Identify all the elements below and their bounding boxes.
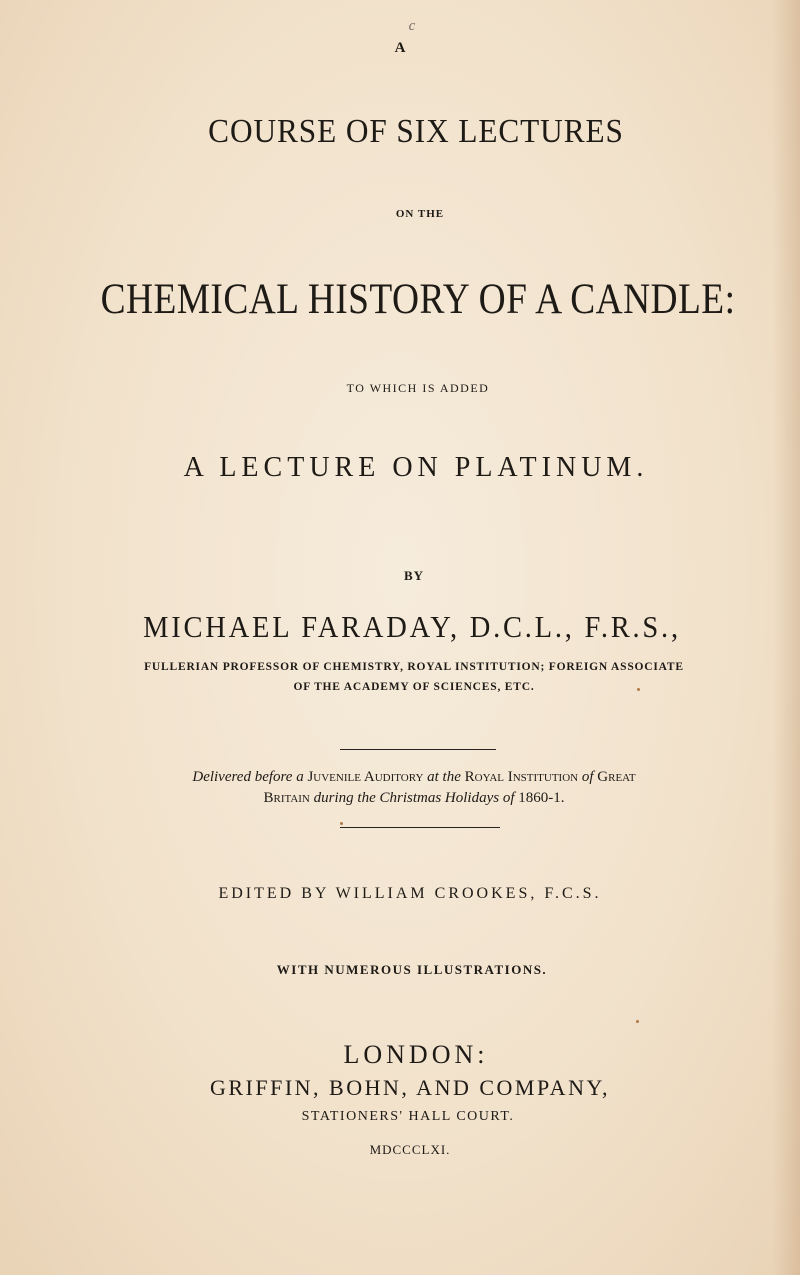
paper-speck <box>636 1020 639 1023</box>
by-text: BY <box>403 568 425 583</box>
of-word: of <box>581 769 594 785</box>
royal-institution: Royal Institution <box>464 769 579 785</box>
pencil-mark: c <box>408 18 416 34</box>
delivered-line-1 <box>14 769 800 786</box>
publisher-city: LONDON: <box>343 1040 489 1069</box>
course-heading: COURSE OF SIX LECTURES <box>208 113 624 150</box>
divider-top <box>340 749 496 750</box>
illustrations-note: WITH NUMEROUS ILLUSTRATIONS. <box>276 962 548 977</box>
main-title: CHEMICAL HISTORY OF A CANDLE: <box>100 276 736 323</box>
divider-bottom <box>340 827 500 828</box>
great-word: Great <box>597 769 636 785</box>
lecture-years: 1860-1. <box>518 790 565 806</box>
paper-speck <box>637 688 640 691</box>
publication-year: MDCCCLXI. <box>369 1142 451 1157</box>
publisher-name: GRIFFIN, BOHN, AND COMPANY, <box>209 1075 611 1100</box>
christmas-holidays: during the Christmas Holidays of <box>313 790 515 806</box>
author-affiliation-line-1: FULLERIAN PROFESSOR OF CHEMISTRY, ROYAL INSTITUTION; FOREIGN ASSOCIATE <box>144 661 684 673</box>
delivered-before: Delivered before a <box>192 769 304 785</box>
on-the-text: ON THE <box>395 208 445 220</box>
platinum-title: A LECTURE ON PLATINUM. <box>183 452 649 483</box>
author-name: MICHAEL FARADAY, D.C.L., F.R.S., <box>143 609 681 644</box>
paper-speck <box>340 822 343 825</box>
author-affiliation-line-2: OF THE ACADEMY OF SCIENCES, ETC. <box>293 681 535 693</box>
britain-word: Britain <box>263 790 310 806</box>
article-a: A <box>394 40 406 56</box>
publisher-address: STATIONERS' HALL COURT. <box>301 1109 515 1124</box>
at-the: at the <box>427 769 461 785</box>
editor-credit: EDITED BY WILLIAM CROOKES, F.C.S. <box>218 885 602 902</box>
juvenile-auditory: Juvenile Auditory <box>307 769 424 785</box>
delivered-line-2 <box>14 790 800 807</box>
to-which-added: TO WHICH IS ADDED <box>346 381 490 395</box>
